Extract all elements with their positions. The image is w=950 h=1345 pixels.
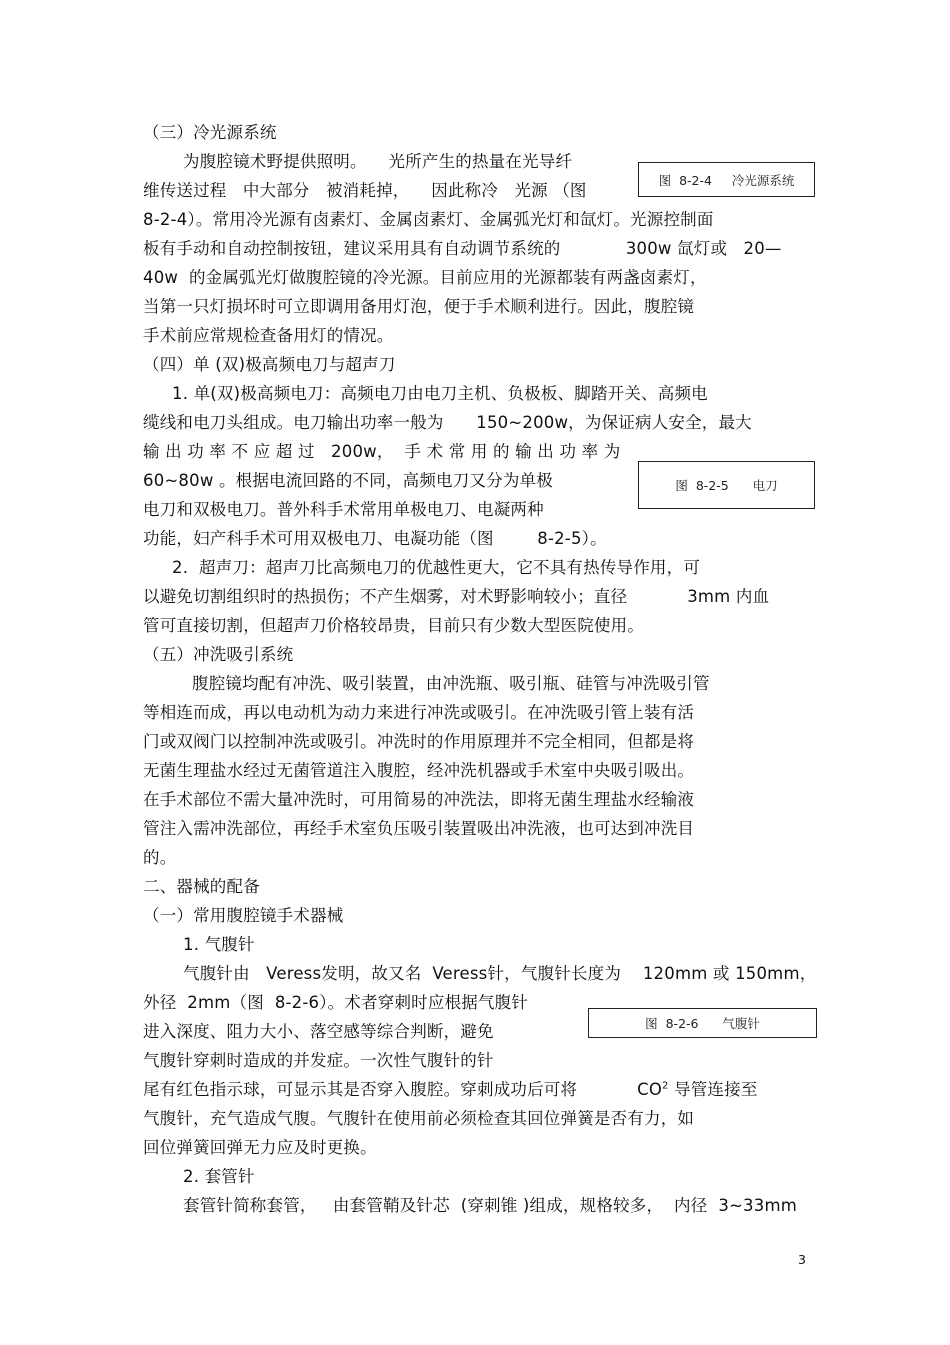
paragraph-line: 当第一只灯损坏时可立即调用备用灯泡，便于手术顺利进行。因此，腹腔镜 — [143, 297, 695, 316]
paragraph-line: （三）冷光源系统 — [143, 123, 277, 142]
figure-caption-box: 图 8-2-6 气腹针 — [588, 1008, 817, 1038]
paragraph-line: 气腹针穿刺时造成的并发症。一次性气腹针的针 — [143, 1051, 494, 1070]
paragraph-line: 套管针简称套管， 由套管鞘及针芯 (穿刺锥 )组成，规格较多， 内径 3~33mm — [183, 1196, 797, 1215]
section-heading: （四）单 (双)极高频电刀与超声刀 — [143, 355, 396, 374]
section-heading: （一）常用腹腔镜手术器械 — [143, 906, 344, 925]
paragraph-line: 外径 2mm（图 8-2-6）。术者穿刺时应根据气腹针 — [143, 993, 529, 1012]
paragraph-line: 进入深度、阻力大小、落空感等综合判断，避免 — [143, 1022, 494, 1041]
paragraph-line: 无菌生理盐水经过无菌管道注入腹腔，经冲洗机器或手术室中央吸引吸出。 — [143, 761, 695, 780]
paragraph-line: 尾有红色指示球，可显示其是否穿入腹腔。穿刺成功后可将 $CO^2$ 导管连接至 — [143, 1080, 758, 1099]
paragraph-line: 门或双阀门以控制冲洗或吸引。冲洗时的作用原理并不完全相同，但都是将 — [143, 732, 695, 751]
paragraph-line: 8-2-4）。常用冷光源有卤素灯、金属卤素灯、金属弧光灯和氙灯。光源控制面 — [143, 210, 714, 229]
paragraph-line: 2. 超声刀：超声刀比高频电刀的优越性更大，它不具有热传导作用，可 — [172, 558, 701, 577]
paragraph-line: 以避免切割组织时的热损伤；不产生烟雾，对术野影响较小；直径 3mm 内血 — [143, 587, 770, 606]
paragraph-line: 维传送过程 中大部分 被消耗掉， 因此称冷 光源 （图 — [143, 181, 587, 200]
paragraph-line: 等相连而成，再以电动机为动力来进行冲洗或吸引。在冲洗吸引管上装有活 — [143, 703, 695, 722]
paragraph-line: 的。 — [143, 848, 177, 867]
subsection-heading: 2. 套管针 — [183, 1167, 255, 1186]
paragraph-line: 腹腔镜均配有冲洗、吸引装置，由冲洗瓶、吸引瓶、硅管与冲洗吸引管 — [192, 674, 710, 693]
paragraph-line: 1. 单(双)极高频电刀：高频电刀由电刀主机、负极板、脚踏开关、高频电 — [172, 384, 708, 403]
paragraph-line: 为腹腔镜术野提供照明。 光所产生的热量在光导纤 — [183, 152, 573, 171]
paragraph-line: 回位弹簧回弹无力应及时更换。 — [143, 1138, 377, 1157]
paragraph-line: 在手术部位不需大量冲洗时，可用简易的冲洗法，即将无菌生理盐水经输液 — [143, 790, 695, 809]
figure-caption-box: 图 8-2-5 电刀 — [638, 461, 815, 509]
paragraph-line: 60~80w 。根据电流回路的不同，高频电刀又分为单极 — [143, 471, 553, 490]
section-heading: 二、器械的配备 — [143, 877, 260, 896]
paragraph-line: 输 出 功 率 不 应 超 过 200w， 手 术 常 用 的 输 出 功 率 为 — [143, 442, 621, 461]
paragraph-line: 管注入需冲洗部位，再经手术室负压吸引装置吸出冲洗液，也可达到冲洗目 — [143, 819, 695, 838]
paragraph-line: 缆线和电刀头组成。电刀输出功率一般为 150~200w，为保证病人安全，最大 — [143, 413, 752, 432]
page-number: 3 — [798, 1252, 806, 1267]
paragraph-line: 气腹针，充气造成气腹。气腹针在使用前必须检查其回位弹簧是否有力，如 — [143, 1109, 695, 1128]
paragraph-line: 板有手动和自动控制按钮，建议采用具有自动调节系统的 300w 氙灯或 20— — [143, 239, 782, 258]
paragraph-line: 电刀和双极电刀。普外科手术常用单极电刀、电凝两种 — [143, 500, 544, 519]
paragraph-line: 气腹针由 Veress发明，故又名 Veress针，气腹针长度为 120mm 或 150mm， — [183, 964, 817, 983]
section-heading: （五）冲洗吸引系统 — [143, 645, 294, 664]
figure-caption-box: 图 8-2-4 冷光源系统 — [638, 162, 815, 197]
subsection-heading: 1. 气腹针 — [183, 935, 255, 954]
paragraph-line: 功能，妇产科手术可用双极电刀、电凝功能（图 8-2-5）。 — [143, 529, 607, 548]
co2-superscript: 2 — [662, 1080, 669, 1092]
paragraph-line: 40w 的金属弧光灯做腹腔镜的冷光源。目前应用的光源都装有两盏卤素灯， — [143, 268, 707, 287]
paragraph-line: 管可直接切割，但超声刀价格较昂贵，目前只有少数大型医院使用。 — [143, 616, 644, 635]
paragraph-line: 手术前应常规检查备用灯的情况。 — [143, 326, 394, 345]
